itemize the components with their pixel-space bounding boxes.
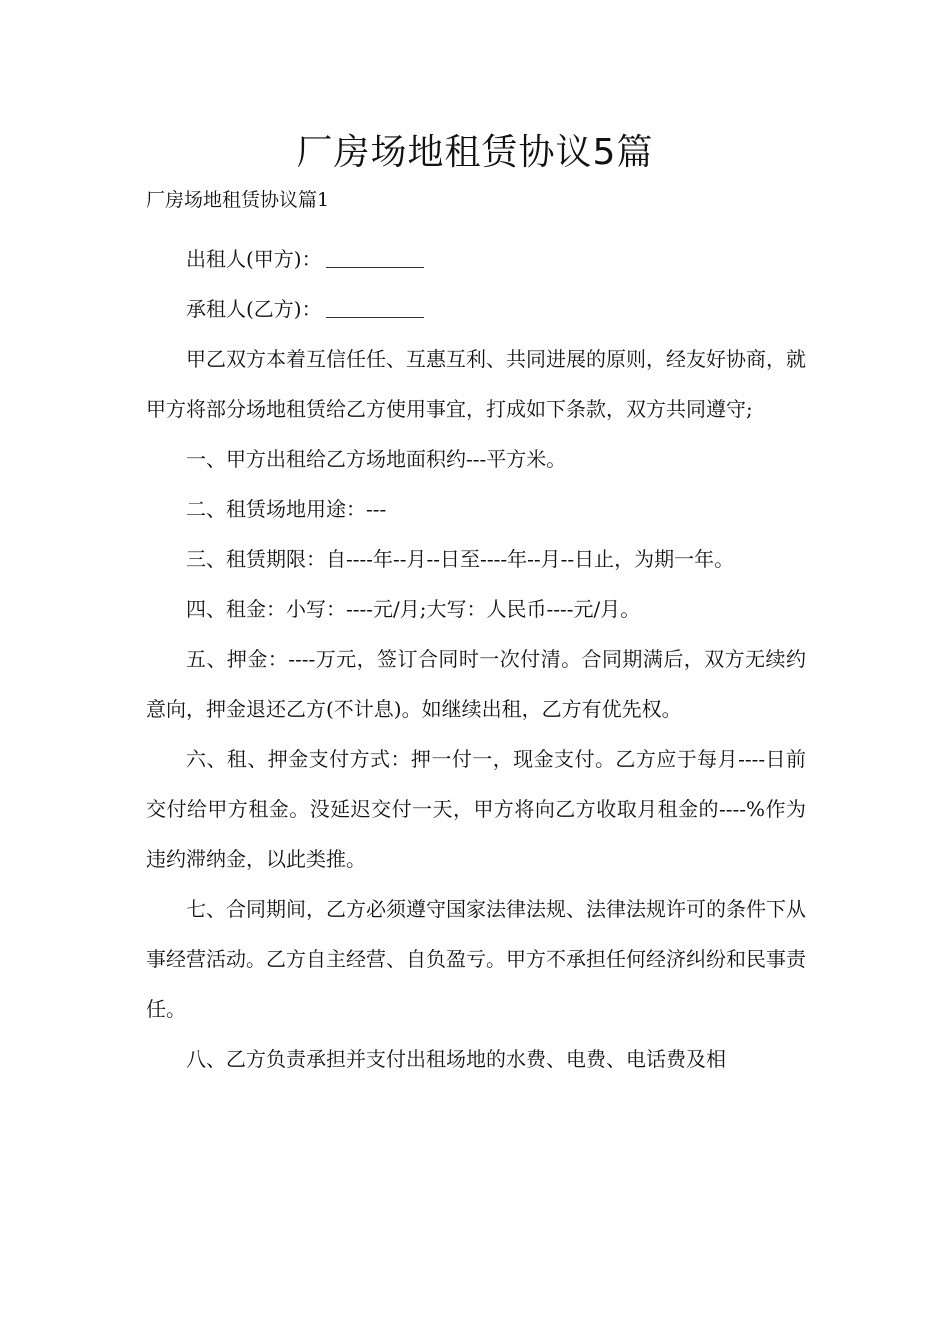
document-body	[146, 234, 806, 1084]
lessor-label: 出租人(甲方)：	[186, 247, 322, 271]
clause-8: 八、乙方负责承担并支付出租场地的水费、电费、电话费及相	[186, 1047, 726, 1071]
section-heading: 厂房场地租赁协议篇1	[146, 189, 330, 211]
clause-3: 三、租赁期限：自----年--月--日至----年--月--日止，为期一年。	[186, 547, 735, 571]
clause-6: 六、租、押金支付方式：押一付一，现金支付。乙方应于每月----日前交付给甲方租金。没延迟交付一天，甲方将向乙方收取月租金的----%作为违约滞纳金，以此类推。	[146, 747, 806, 871]
lessor-blank	[326, 245, 424, 268]
lessor-line	[146, 234, 806, 284]
lessee-line	[146, 284, 806, 334]
paragraph-intro: 甲乙双方本着互信任任、互惠互利、共同进展的原则，经友好协商，就甲方将部分场地租赁给乙方使用事宜，打成如下条款，双方共同遵守;	[146, 347, 806, 421]
clause-5: 五、押金：----万元，签订合同时一次付清。合同期满后，双方无续约意向，押金退还乙方(不计息)。如继续出租，乙方有优先权。	[146, 647, 806, 721]
clause-4: 四、租金：小写：----元/月;大写：人民币----元/月。	[186, 597, 641, 621]
lessee-label: 承租人(乙方)：	[186, 297, 322, 321]
clause-2: 二、租赁场地用途：---	[186, 497, 387, 521]
clause-7: 七、合同期间，乙方必须遵守国家法律法规、法律法规许可的条件下从事经营活动。乙方自主经营、自负盈亏。甲方不承担任何经济纠纷和民事责任。	[146, 897, 806, 1021]
clause-1: 一、甲方出租给乙方场地面积约---平方米。	[186, 447, 567, 471]
lessee-blank	[326, 295, 424, 318]
document-title: 厂房场地租赁协议5篇	[296, 132, 654, 173]
